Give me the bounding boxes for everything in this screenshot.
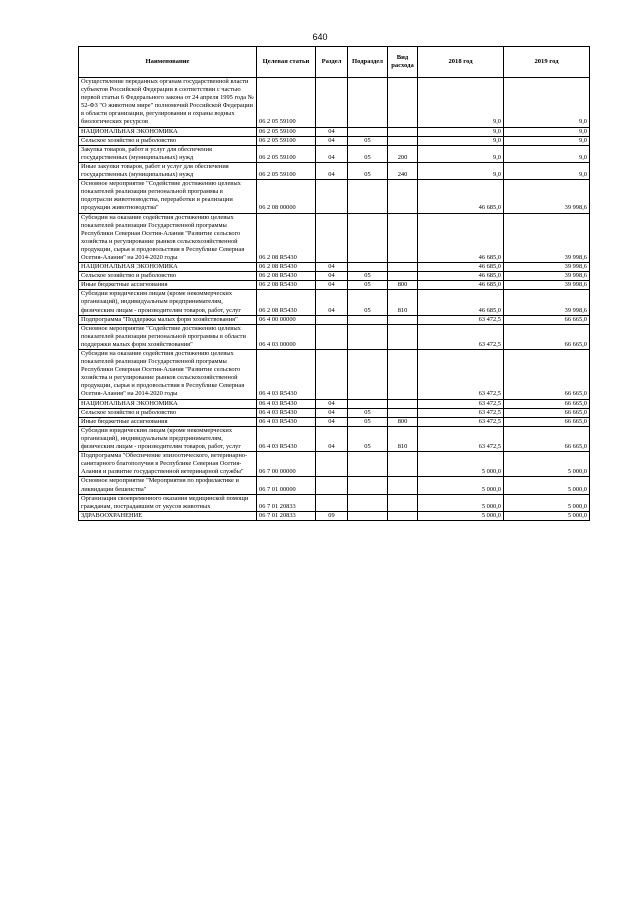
row-subsection: 05 bbox=[348, 290, 388, 315]
row-target-article: 06 2 05 59100 bbox=[257, 145, 316, 162]
row-subsection bbox=[348, 452, 388, 477]
row-target-article: 06 2 08 R5430 bbox=[257, 263, 316, 272]
row-target-article: 06 2 05 59100 bbox=[257, 162, 316, 179]
row-target-article: 06 7 01 20833 bbox=[257, 511, 316, 520]
row-target-article: 06 4 03 R5430 bbox=[257, 399, 316, 408]
row-expense-type bbox=[388, 452, 418, 477]
row-subsection: 05 bbox=[348, 162, 388, 179]
row-subsection bbox=[348, 350, 388, 400]
row-name: НАЦИОНАЛЬНАЯ ЭКОНОМИКА bbox=[79, 127, 257, 136]
row-section: 04 bbox=[316, 399, 348, 408]
row-2019: 9,0 bbox=[504, 136, 590, 145]
row-2018: 5 000,0 bbox=[418, 494, 504, 511]
row-subsection bbox=[348, 127, 388, 136]
row-name: Субсидии на оказание содействия достижению целевых показателей реализации Государственной программы Республики Северная Осетия-Алания "Развитие сельского хозяйства и регулирование рынков сельскохозяйственной продукции, сырья и продовольствия в Республике Северная Осетия-Алания" на 2014-2020 годы bbox=[79, 350, 257, 400]
row-target-article: 06 4 03 R5430 bbox=[257, 426, 316, 451]
row-section bbox=[316, 452, 348, 477]
row-section: 04 bbox=[316, 272, 348, 281]
row-2019: 39 998,6 bbox=[504, 272, 590, 281]
row-2019: 9,0 bbox=[504, 145, 590, 162]
header-2018: 2018 год bbox=[418, 47, 504, 78]
row-expense-type bbox=[388, 408, 418, 417]
row-expense-type bbox=[388, 78, 418, 128]
row-section bbox=[316, 315, 348, 324]
row-section: 04 bbox=[316, 426, 348, 451]
table-row bbox=[79, 272, 590, 281]
row-name: Сельское хозяйство и рыболовство bbox=[79, 408, 257, 417]
row-section bbox=[316, 78, 348, 128]
row-subsection bbox=[348, 180, 388, 213]
row-subsection: 05 bbox=[348, 272, 388, 281]
table-row bbox=[79, 145, 590, 162]
table-row bbox=[79, 511, 590, 520]
row-expense-type: 800 bbox=[388, 417, 418, 426]
row-name: Основное мероприятие "Содействие достижению целевых показателей реализации региональной программы в подотрасли животноводства, переработки и реализации продукции животноводства" bbox=[79, 180, 257, 213]
row-subsection bbox=[348, 315, 388, 324]
row-2018: 46 685,0 bbox=[418, 213, 504, 263]
row-subsection bbox=[348, 213, 388, 263]
row-2019: 39 998,6 bbox=[504, 290, 590, 315]
row-name: Субсидии юридическим лицам (кроме некоммерческих организаций), индивидуальным предпринимателям, физическим лицам - производителям товаров, работ, услуг bbox=[79, 426, 257, 451]
row-subsection bbox=[348, 494, 388, 511]
row-expense-type bbox=[388, 494, 418, 511]
row-expense-type: 200 bbox=[388, 145, 418, 162]
table-row bbox=[79, 315, 590, 324]
row-section: 04 bbox=[316, 145, 348, 162]
row-subsection: 05 bbox=[348, 408, 388, 417]
row-name: Подпрограмма "Обеспечение эпизоотического, ветеринарно-санитарного благополучия в Республике Северная Осетия-Алания и развитие государственной ветеринарной службы" bbox=[79, 452, 257, 477]
row-target-article: 06 2 05 59100 bbox=[257, 78, 316, 128]
table-row bbox=[79, 136, 590, 145]
row-target-article: 06 2 08 00000 bbox=[257, 180, 316, 213]
row-expense-type bbox=[388, 136, 418, 145]
row-2018: 5 000,0 bbox=[418, 511, 504, 520]
row-2018: 46 685,0 bbox=[418, 263, 504, 272]
row-2018: 5 000,0 bbox=[418, 477, 504, 494]
row-section bbox=[316, 324, 348, 349]
row-name: Иные бюджетные ассигнования bbox=[79, 281, 257, 290]
row-target-article: 06 2 05 59100 bbox=[257, 136, 316, 145]
row-expense-type bbox=[388, 477, 418, 494]
row-2018: 63 472,5 bbox=[418, 399, 504, 408]
row-2019: 39 998,6 bbox=[504, 180, 590, 213]
row-name: Сельское хозяйство и рыболовство bbox=[79, 272, 257, 281]
row-2018: 9,0 bbox=[418, 145, 504, 162]
row-2019: 66 665,0 bbox=[504, 426, 590, 451]
table-row bbox=[79, 426, 590, 451]
row-section bbox=[316, 350, 348, 400]
row-expense-type bbox=[388, 511, 418, 520]
row-subsection: 05 bbox=[348, 426, 388, 451]
table-body bbox=[79, 78, 590, 521]
row-section: 04 bbox=[316, 290, 348, 315]
row-section: 04 bbox=[316, 408, 348, 417]
row-subsection: 05 bbox=[348, 136, 388, 145]
header-section: Раздел bbox=[316, 47, 348, 78]
table-row bbox=[79, 78, 590, 128]
row-subsection: 05 bbox=[348, 145, 388, 162]
row-name: Организация своевременного оказания медицинской помощи гражданам, пострадавшим от укусов животных bbox=[79, 494, 257, 511]
row-name: ЗДРАВООХРАНЕНИЕ bbox=[79, 511, 257, 520]
row-2019: 5 000,0 bbox=[504, 494, 590, 511]
row-expense-type bbox=[388, 324, 418, 349]
row-expense-type bbox=[388, 399, 418, 408]
row-2019: 39 998,6 bbox=[504, 263, 590, 272]
row-expense-type bbox=[388, 263, 418, 272]
header-name: Наименование bbox=[79, 47, 257, 78]
row-name: Подпрограмма "Поддержка малых форм хозяйствования" bbox=[79, 315, 257, 324]
row-target-article: 06 2 08 R5430 bbox=[257, 213, 316, 263]
row-2018: 46 685,0 bbox=[418, 180, 504, 213]
row-name: НАЦИОНАЛЬНАЯ ЭКОНОМИКА bbox=[79, 399, 257, 408]
table-row bbox=[79, 162, 590, 179]
row-2019: 66 665,0 bbox=[504, 408, 590, 417]
row-section: 04 bbox=[316, 127, 348, 136]
row-2018: 63 472,5 bbox=[418, 417, 504, 426]
row-2018: 46 685,0 bbox=[418, 290, 504, 315]
row-target-article: 06 4 00 00000 bbox=[257, 315, 316, 324]
row-target-article: 06 2 08 R5430 bbox=[257, 272, 316, 281]
row-expense-type bbox=[388, 350, 418, 400]
row-2019: 66 665,0 bbox=[504, 350, 590, 400]
table-row bbox=[79, 180, 590, 213]
row-name: Субсидии на оказание содействия достижению целевых показателей реализации Государственной программы Республики Северная Осетия-Алания "Развитие сельского хозяйства и регулирование рынков сельскохозяйственной продукции, сырья и продовольствия в Республике Северная Осетия-Алания" на 2014-2020 годы bbox=[79, 213, 257, 263]
row-section bbox=[316, 180, 348, 213]
row-2018: 46 685,0 bbox=[418, 272, 504, 281]
table-row bbox=[79, 417, 590, 426]
row-2019: 5 000,0 bbox=[504, 511, 590, 520]
row-2018: 9,0 bbox=[418, 78, 504, 128]
table-row bbox=[79, 290, 590, 315]
row-section bbox=[316, 494, 348, 511]
row-name: Иные бюджетные ассигнования bbox=[79, 417, 257, 426]
row-section: 09 bbox=[316, 511, 348, 520]
row-name: Основное мероприятие "Содействие достижению целевых показателей реализации региональной программы в области поддержки малых форм хозяйствования" bbox=[79, 324, 257, 349]
header-subsection: Подраздел bbox=[348, 47, 388, 78]
row-target-article: 06 2 05 59100 bbox=[257, 127, 316, 136]
row-target-article: 06 4 03 R5430 bbox=[257, 417, 316, 426]
row-expense-type bbox=[388, 272, 418, 281]
table-row bbox=[79, 477, 590, 494]
table-header-row bbox=[79, 47, 590, 78]
row-subsection bbox=[348, 324, 388, 349]
row-section bbox=[316, 213, 348, 263]
row-section: 04 bbox=[316, 136, 348, 145]
row-2019: 5 000,0 bbox=[504, 477, 590, 494]
row-subsection bbox=[348, 78, 388, 128]
row-2019: 9,0 bbox=[504, 78, 590, 128]
table-row bbox=[79, 350, 590, 400]
row-2018: 46 685,0 bbox=[418, 281, 504, 290]
row-target-article: 06 4 03 R5430 bbox=[257, 350, 316, 400]
row-target-article: 06 7 01 20833 bbox=[257, 494, 316, 511]
row-target-article: 06 2 08 R5430 bbox=[257, 281, 316, 290]
row-2019: 9,0 bbox=[504, 127, 590, 136]
row-subsection bbox=[348, 399, 388, 408]
row-expense-type: 810 bbox=[388, 426, 418, 451]
row-target-article: 06 4 03 00000 bbox=[257, 324, 316, 349]
row-2019: 9,0 bbox=[504, 162, 590, 179]
row-name: НАЦИОНАЛЬНАЯ ЭКОНОМИКА bbox=[79, 263, 257, 272]
row-2018: 9,0 bbox=[418, 136, 504, 145]
row-2018: 5 000,0 bbox=[418, 452, 504, 477]
row-name: Закупка товаров, работ и услуг для обеспечения государственных (муниципальных) нужд bbox=[79, 145, 257, 162]
header-target-article: Целевая статьи bbox=[257, 47, 316, 78]
row-target-article: 06 2 08 R5430 bbox=[257, 290, 316, 315]
row-2019: 66 665,0 bbox=[504, 315, 590, 324]
row-name: Иные закупки товаров, работ и услуг для обеспечения государственных (муниципальных) нужд bbox=[79, 162, 257, 179]
row-subsection bbox=[348, 511, 388, 520]
table-row bbox=[79, 452, 590, 477]
row-name: Осуществление переданных органам государственной власти субъектов Российской Федерации в соответствии с частью первой статьи 6 Федерального закона от 24 апреля 1995 года № 52-ФЗ "О животном мире" полномочий Российской Федерации в области организации, регулирования и охраны водных биологических ресурсов bbox=[79, 78, 257, 128]
row-name: Субсидии юридическим лицам (кроме некоммерческих организаций), индивидуальным предпринимателям, физическим лицам - производителям товаров, работ, услуг bbox=[79, 290, 257, 315]
table-row bbox=[79, 281, 590, 290]
table-row bbox=[79, 263, 590, 272]
row-name: Основное мероприятие "Мероприятия по профилактике и ликвидации бешенства" bbox=[79, 477, 257, 494]
budget-table bbox=[78, 46, 590, 521]
row-subsection: 05 bbox=[348, 417, 388, 426]
row-2018: 63 472,5 bbox=[418, 426, 504, 451]
row-target-article: 06 4 03 R5430 bbox=[257, 408, 316, 417]
row-section: 04 bbox=[316, 263, 348, 272]
row-expense-type: 810 bbox=[388, 290, 418, 315]
row-2019: 5 000,0 bbox=[504, 452, 590, 477]
row-2019: 39 998,6 bbox=[504, 281, 590, 290]
row-2018: 63 472,5 bbox=[418, 408, 504, 417]
row-subsection bbox=[348, 263, 388, 272]
header-2019: 2019 год bbox=[504, 47, 590, 78]
table-row bbox=[79, 324, 590, 349]
row-2018: 9,0 bbox=[418, 162, 504, 179]
row-2019: 66 665,0 bbox=[504, 399, 590, 408]
row-subsection: 05 bbox=[348, 281, 388, 290]
row-expense-type bbox=[388, 127, 418, 136]
table-row bbox=[79, 127, 590, 136]
row-2018: 9,0 bbox=[418, 127, 504, 136]
table-row bbox=[79, 408, 590, 417]
row-2019: 66 665,0 bbox=[504, 324, 590, 349]
row-name: Сельское хозяйство и рыболовство bbox=[79, 136, 257, 145]
row-expense-type bbox=[388, 213, 418, 263]
table-row bbox=[79, 399, 590, 408]
row-2018: 63 472,5 bbox=[418, 324, 504, 349]
row-subsection bbox=[348, 477, 388, 494]
row-2018: 63 472,5 bbox=[418, 350, 504, 400]
row-expense-type: 240 bbox=[388, 162, 418, 179]
row-section bbox=[316, 477, 348, 494]
row-expense-type: 800 bbox=[388, 281, 418, 290]
row-2018: 63 472,5 bbox=[418, 315, 504, 324]
row-2019: 66 665,0 bbox=[504, 417, 590, 426]
page-number: 640 bbox=[312, 32, 328, 42]
row-section: 04 bbox=[316, 162, 348, 179]
row-2019: 39 998,6 bbox=[504, 213, 590, 263]
table-row bbox=[79, 494, 590, 511]
row-section: 04 bbox=[316, 281, 348, 290]
row-target-article: 06 7 00 00000 bbox=[257, 452, 316, 477]
row-expense-type bbox=[388, 180, 418, 213]
header-expense-type: Вид расхода bbox=[388, 47, 418, 78]
table-row bbox=[79, 213, 590, 263]
row-expense-type bbox=[388, 315, 418, 324]
row-target-article: 06 7 01 00000 bbox=[257, 477, 316, 494]
row-section: 04 bbox=[316, 417, 348, 426]
